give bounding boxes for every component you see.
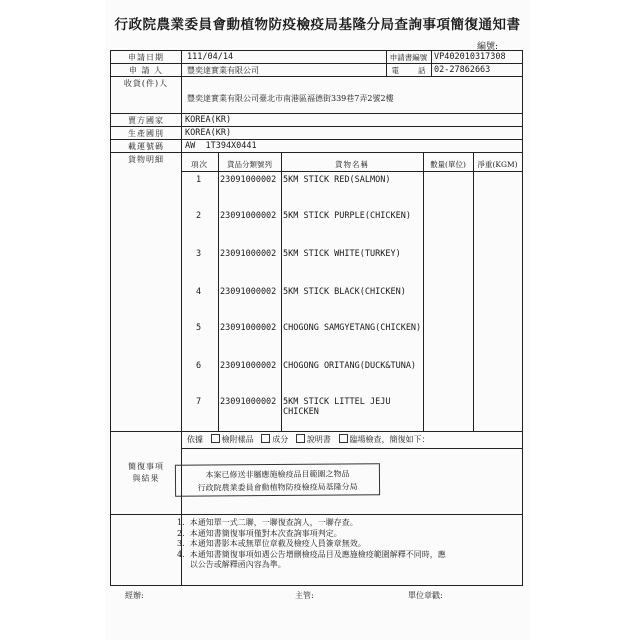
stamp-line-1: 本案已修送非屬應施檢疫品目範圍之物品 [205, 469, 350, 480]
application-number-value: VP402010317308 [434, 52, 506, 62]
note-item: 1. 本通知單一式二聯，一聯復查詢人，一聯存查。 [177, 518, 358, 527]
item-number: 6 [196, 361, 202, 371]
inspection-checkbox[interactable] [339, 434, 348, 443]
item-code: 23091000002 [220, 175, 277, 185]
origin-country-value: KOREA(KR) [185, 128, 232, 138]
item-code: 23091000002 [220, 323, 277, 333]
table-row [181, 175, 522, 189]
carrier-number-value: AW 1T394X0441 [185, 141, 257, 151]
basis-row [187, 434, 522, 445]
item-name: CHOGONG SAMGYETANG(CHICKEN) [283, 323, 422, 333]
inspection-stamp [175, 463, 380, 496]
item-code: 23091000002 [220, 361, 277, 371]
goods-header-weight: 淨重(KGM) [477, 160, 518, 169]
origin-country-label: 生產國別 [128, 129, 164, 138]
recipient-value: 豐奕達實業有限公司臺北市南港區福德街339巷7弄2號2樓 [187, 94, 394, 103]
item-name: 5KM STICK WHITE(TURKEY) [283, 249, 401, 259]
note-item: 2. 本通知書簡復事項僅對本次查詢事項判定。 [177, 528, 342, 538]
item-name: 5KM STICK LITTEL JEJU [283, 397, 391, 407]
goods-detail-label: 貨物明細 [128, 155, 164, 164]
table-row [181, 287, 522, 301]
applicant-value: 豐奕達實業有限公司 [187, 66, 259, 75]
manual-checkbox[interactable] [296, 434, 305, 443]
handler-signature-label: 經辦: [125, 591, 144, 600]
inspection-option-label: 臨場檢查 [349, 435, 382, 444]
item-number: 5 [196, 323, 202, 333]
item-name: 5KM STICK PURPLE(CHICKEN) [283, 211, 411, 221]
seller-country-label: 賣方國家 [128, 116, 164, 125]
goods-header-name: 貨物名稱 [335, 160, 369, 169]
item-number: 1 [196, 175, 202, 185]
item-code: 23091000002 [220, 249, 277, 259]
basis-label: 依據 [187, 435, 203, 444]
item-name: 5KM STICK RED(SALMON) [283, 175, 391, 185]
item-code: 23091000002 [220, 397, 277, 407]
result-label-line1: 簡復事項 [128, 462, 164, 471]
notes-list [177, 518, 512, 571]
seller-country-value: KOREA(KR) [185, 115, 232, 125]
item-number: 4 [196, 287, 202, 297]
ingredient-checkbox[interactable] [261, 434, 270, 443]
serial-number-label: 編號: [476, 42, 498, 52]
table-row [181, 397, 522, 421]
carrier-number-label: 載運號碼 [128, 142, 164, 151]
goods-header-item-no: 項次 [191, 160, 208, 169]
item-number: 7 [196, 397, 202, 407]
ingredient-option-label: 成分 [272, 435, 289, 444]
goods-header-quantity: 數量(單位) [430, 160, 466, 169]
table-row [181, 249, 522, 263]
apply-date-label: 申請日期 [128, 53, 164, 62]
item-number: 2 [196, 211, 202, 221]
sample-option-label: 檢附樣品 [221, 435, 254, 444]
item-name: 5KM STICK BLACK(CHICKEN) [283, 287, 406, 297]
note-item: 以公告或解釋函內容為準。 [177, 560, 286, 569]
item-number: 3 [196, 249, 202, 259]
item-code: 23091000002 [220, 287, 277, 297]
table-row [181, 361, 522, 375]
phone-value: 02-27862663 [434, 65, 491, 75]
recipient-label: 收貨(件)人 [123, 79, 169, 88]
stamp-line-2: 行政院農業委員會動植物防疫檢疫局基隆分局 [197, 482, 358, 493]
note-item: 4. 本通知書簡復事項如遇公告增刪檢疫品目及應施檢疫範圍解釋不同時，應 [177, 549, 446, 559]
application-number-label: 申請書編號 [389, 53, 428, 62]
manual-option-label: 說明書 [306, 435, 331, 444]
item-code: 23091000002 [220, 211, 277, 221]
applicant-label: 申 請 人 [128, 66, 164, 75]
document-title: 行政院農業委員會動植物防疫檢疫局基隆分局查詢事項簡復通知書 [114, 17, 521, 33]
table-row [181, 323, 522, 337]
item-name-continued: CHICKEN [283, 407, 319, 417]
result-label-line2: 與結果 [132, 474, 160, 483]
sample-checkbox[interactable] [211, 434, 220, 443]
note-item: 3. 本通知書影本或無單位章截及檢疫人員簽章無效。 [177, 539, 366, 548]
apply-date-value: 111/04/14 [187, 52, 234, 62]
phone-label: 電 話 [391, 66, 426, 75]
notice-document [105, 0, 530, 640]
unit-seal-label: 單位章戳: [408, 591, 443, 600]
item-name: CHOGONG ORITANG(DUCK&TUNA) [283, 361, 417, 371]
chief-signature-label: 主管: [295, 591, 314, 600]
table-row [181, 211, 522, 225]
basis-suffix: ，簡復如下： [381, 435, 430, 444]
goods-header-code: 貨品分類號列 [227, 160, 272, 169]
form-grid [110, 50, 523, 586]
